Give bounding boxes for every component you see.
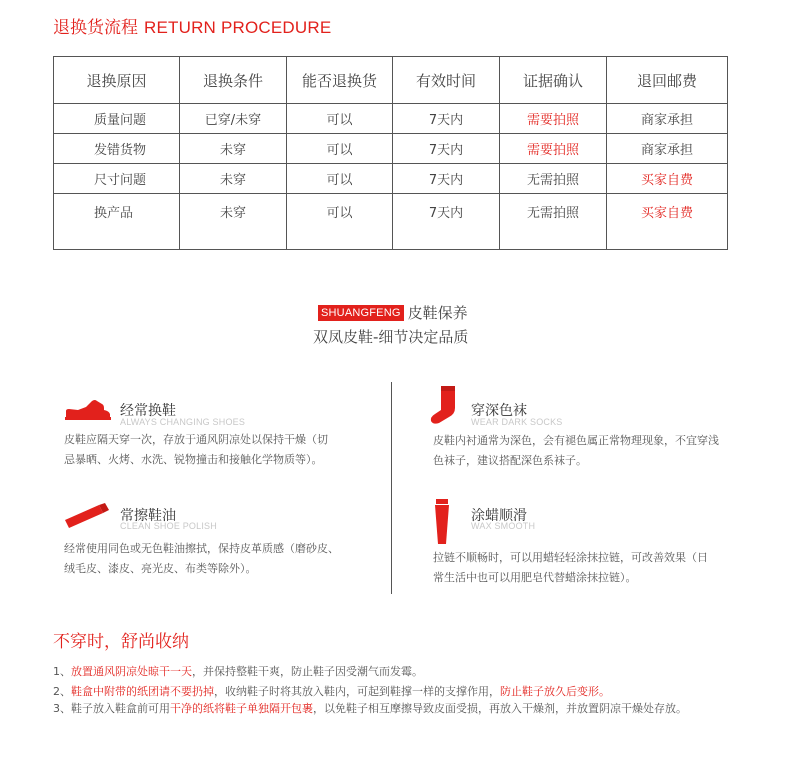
th-shipping: 退回邮费 xyxy=(607,57,728,104)
vertical-divider xyxy=(391,382,392,594)
cell-shipping: 买家自费 xyxy=(607,164,728,194)
th-reason: 退换原因 xyxy=(54,57,180,104)
desc-line: 皮鞋应隔天穿一次，存放于通风阴凉处以保持干燥（切 xyxy=(64,433,328,446)
table-row xyxy=(54,164,728,194)
note-text: ，并保持整鞋干爽，防止鞋子因受潮气而发霉。 xyxy=(192,665,423,678)
tip-title: 穿深色袜 xyxy=(471,403,527,419)
note-text: 鞋子放入鞋盒前可用 xyxy=(71,702,170,715)
cell-evidence: 需要拍照 xyxy=(500,134,607,164)
cell-reason: 换产品 xyxy=(54,194,180,250)
cell-eligible: 可以 xyxy=(287,194,393,250)
tip-title: 经常换鞋 xyxy=(120,403,176,419)
wax-stick-icon xyxy=(432,498,452,546)
note-highlight: 干净的纸将鞋子单独隔开包裹 xyxy=(170,702,313,715)
sock-icon xyxy=(430,384,464,426)
cell-shipping: 商家承担 xyxy=(607,134,728,164)
cell-validity: 7天内 xyxy=(393,164,500,194)
tip-title: 常擦鞋油 xyxy=(120,508,176,524)
return-procedure-table xyxy=(53,56,728,250)
cell-validity: 7天内 xyxy=(393,104,500,134)
shoe-icon xyxy=(64,398,112,422)
brand-title: 皮鞋保养 xyxy=(407,304,468,322)
desc-line: 绒毛皮、漆皮、亮光皮、布类等除外）。 xyxy=(64,562,257,575)
storage-note xyxy=(53,700,687,716)
table-header-row xyxy=(54,57,728,104)
cell-eligible: 可以 xyxy=(287,134,393,164)
table-row xyxy=(54,104,728,134)
cell-condition: 未穿 xyxy=(180,164,287,194)
header-cn: 退换货流程 xyxy=(53,18,138,38)
note-text: ，以免鞋子相互摩擦导致皮面受损，再放入干燥剂，并放置阴凉干燥处存放。 xyxy=(313,702,687,715)
note-number: 3、 xyxy=(53,702,71,715)
desc-line: 经常使用同色或无色鞋油擦拭，保持皮革质感（磨砂皮、 xyxy=(64,542,339,555)
cell-evidence: 无需拍照 xyxy=(500,164,607,194)
tip-title: 涂蜡顺滑 xyxy=(471,508,527,524)
note-highlight: 放置通风阴凉处晾干一天 xyxy=(71,665,192,678)
cell-shipping: 商家承担 xyxy=(607,104,728,134)
note-number: 2、 xyxy=(53,685,71,698)
note-highlight: 防止鞋子放久后变形。 xyxy=(500,685,610,698)
cell-reason: 发错货物 xyxy=(54,134,180,164)
cell-validity: 7天内 xyxy=(393,194,500,250)
cell-evidence: 无需拍照 xyxy=(500,194,607,250)
tip-subtitle-en: WEAR DARK SOCKS xyxy=(471,417,563,427)
tip-subtitle-en: CLEAN SHOE POLISH xyxy=(120,521,217,531)
th-validity: 有效时间 xyxy=(393,57,500,104)
brand-heading xyxy=(318,302,468,323)
tip-description xyxy=(433,548,708,588)
desc-line: 常生活中也可以用肥皂代替蜡涂抹拉链）。 xyxy=(433,571,637,584)
th-eligible: 能否退换货 xyxy=(287,57,393,104)
tip-description xyxy=(64,539,339,579)
brand-tag: SHUANGFENG xyxy=(318,305,404,321)
cell-condition: 已穿/未穿 xyxy=(180,104,287,134)
cell-validity: 7天内 xyxy=(393,134,500,164)
brand-subtitle: 双凤皮鞋-细节决定品质 xyxy=(313,328,469,346)
cell-reason: 尺寸问题 xyxy=(54,164,180,194)
storage-title: 不穿时，舒尚收纳 xyxy=(53,632,189,652)
cell-condition: 未穿 xyxy=(180,194,287,250)
tip-subtitle-en: WAX SMOOTH xyxy=(471,521,536,531)
note-number: 1、 xyxy=(53,665,71,678)
cell-condition: 未穿 xyxy=(180,134,287,164)
storage-note xyxy=(53,683,610,699)
desc-line: 色袜子，建议搭配深色系袜子。 xyxy=(433,454,587,467)
table-row xyxy=(54,194,728,250)
desc-line: 忌暴晒、火烤、水洗、锐物撞击和接触化学物质等）。 xyxy=(64,453,323,466)
header-en: RETURN PROCEDURE xyxy=(144,18,332,37)
note-highlight: 鞋盒中附带的纸团请不要扔掉 xyxy=(71,685,214,698)
desc-line: 皮鞋内衬通常为深色，会有褪色属正常物理现象，不宜穿浅 xyxy=(433,434,719,447)
th-condition: 退换条件 xyxy=(180,57,287,104)
cell-reason: 质量问题 xyxy=(54,104,180,134)
th-evidence: 证据确认 xyxy=(500,57,607,104)
table-row xyxy=(54,134,728,164)
note-text: ，收纳鞋子时将其放入鞋内，可起到鞋撑一样的支撑作用， xyxy=(214,685,500,698)
tip-description xyxy=(433,431,719,471)
tip-subtitle-en: ALWAYS CHANGING SHOES xyxy=(120,417,246,427)
tip-description xyxy=(64,430,328,470)
polish-tube-icon xyxy=(63,502,111,530)
cell-eligible: 可以 xyxy=(287,164,393,194)
storage-note xyxy=(53,663,423,679)
section-header-return xyxy=(53,13,331,38)
desc-line: 拉链不顺畅时，可以用蜡轻轻涂抹拉链，可改善效果（日 xyxy=(433,551,708,564)
cell-eligible: 可以 xyxy=(287,104,393,134)
cell-shipping: 买家自费 xyxy=(607,194,728,250)
cell-evidence: 需要拍照 xyxy=(500,104,607,134)
